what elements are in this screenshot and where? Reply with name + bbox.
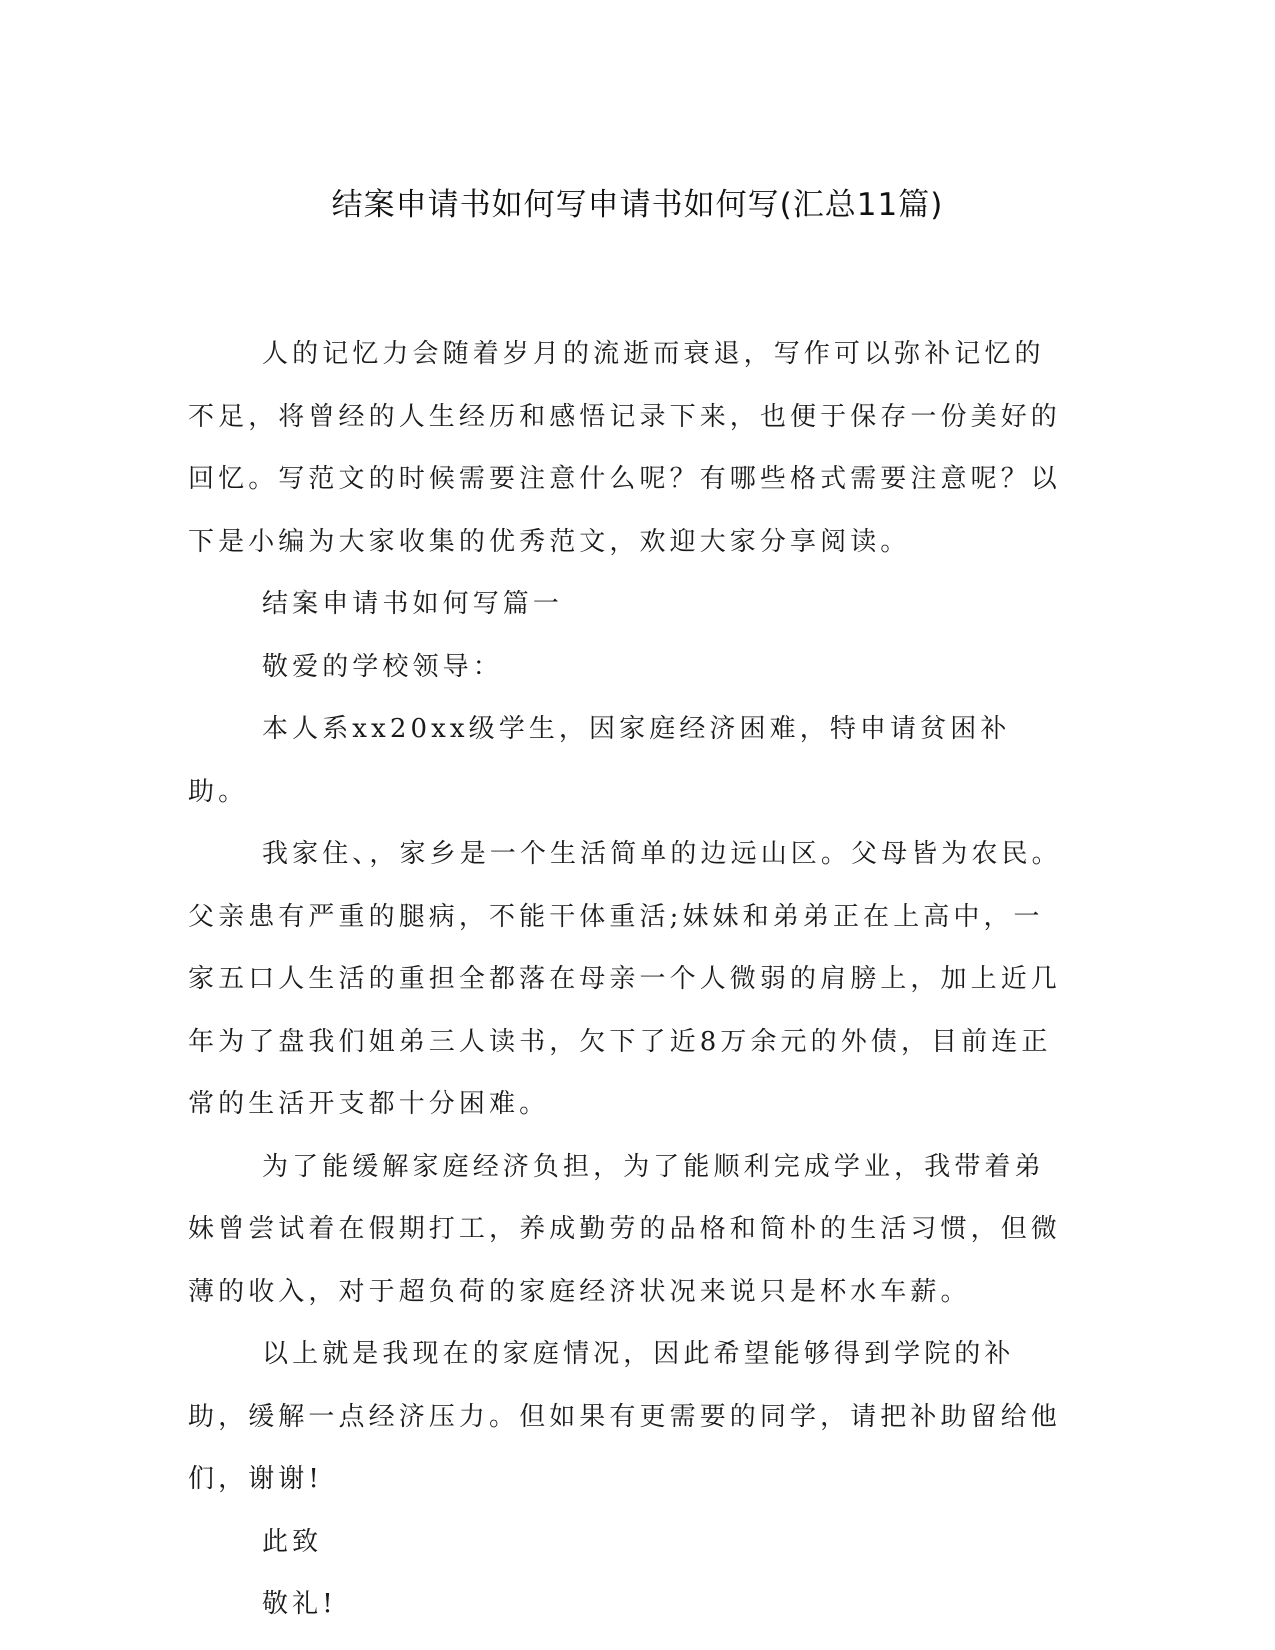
body-paragraph: 为了能缓解家庭经济负担，为了能顺利完成学业，我带着弟妹曾尝试着在假期打工，养成勤劳的品格和简朴的生活习惯，但微薄的收入，对于超负荷的家庭经济状况来说只是杯水车薪。	[188, 1151, 1061, 1307]
body-paragraph: 以上就是我现在的家庭情况，因此希望能够得到学院的补助，缓解一点经济压力。但如果有更需要的同学，请把补助留给他们，谢谢!	[188, 1339, 1061, 1494]
body-paragraph: 本人系xx20xx级学生，因家庭经济困难，特申请贫困补助。	[188, 714, 1011, 807]
document-body	[188, 323, 1068, 1636]
section-heading: 结案申请书如何写篇一	[262, 589, 564, 619]
document-title: 结案申请书如何写申请书如何写(汇总11篇)	[331, 187, 944, 223]
salutation: 敬爱的学校领导：	[262, 651, 503, 682]
body-paragraph: 我家住、，家乡是一个生活简单的边远山区。父母皆为农民。父亲患有严重的腿病，不能干体重活;妹妹和弟弟正在上高中，一家五口人生活的重担全都落在母亲一个人微弱的肩膀上，加上近几年为了盘我们姐弟三人读书，欠下了近8万余元的外债，目前连正常的生活开支都十分困难。	[188, 839, 1062, 1119]
intro-paragraph: 人的记忆力会随着岁月的流逝而衰退，写作可以弥补记忆的不足，将曾经的人生经历和感悟记录下来，也便于保存一份美好的回忆。写范文的时候需要注意什么呢？有哪些格式需要注意呢？以下是小编为大家收集的优秀范文，欢迎大家分享阅读。	[188, 339, 1061, 557]
closing-salute: 敬礼!	[262, 1589, 337, 1619]
closing-line: 此致	[262, 1526, 323, 1557]
